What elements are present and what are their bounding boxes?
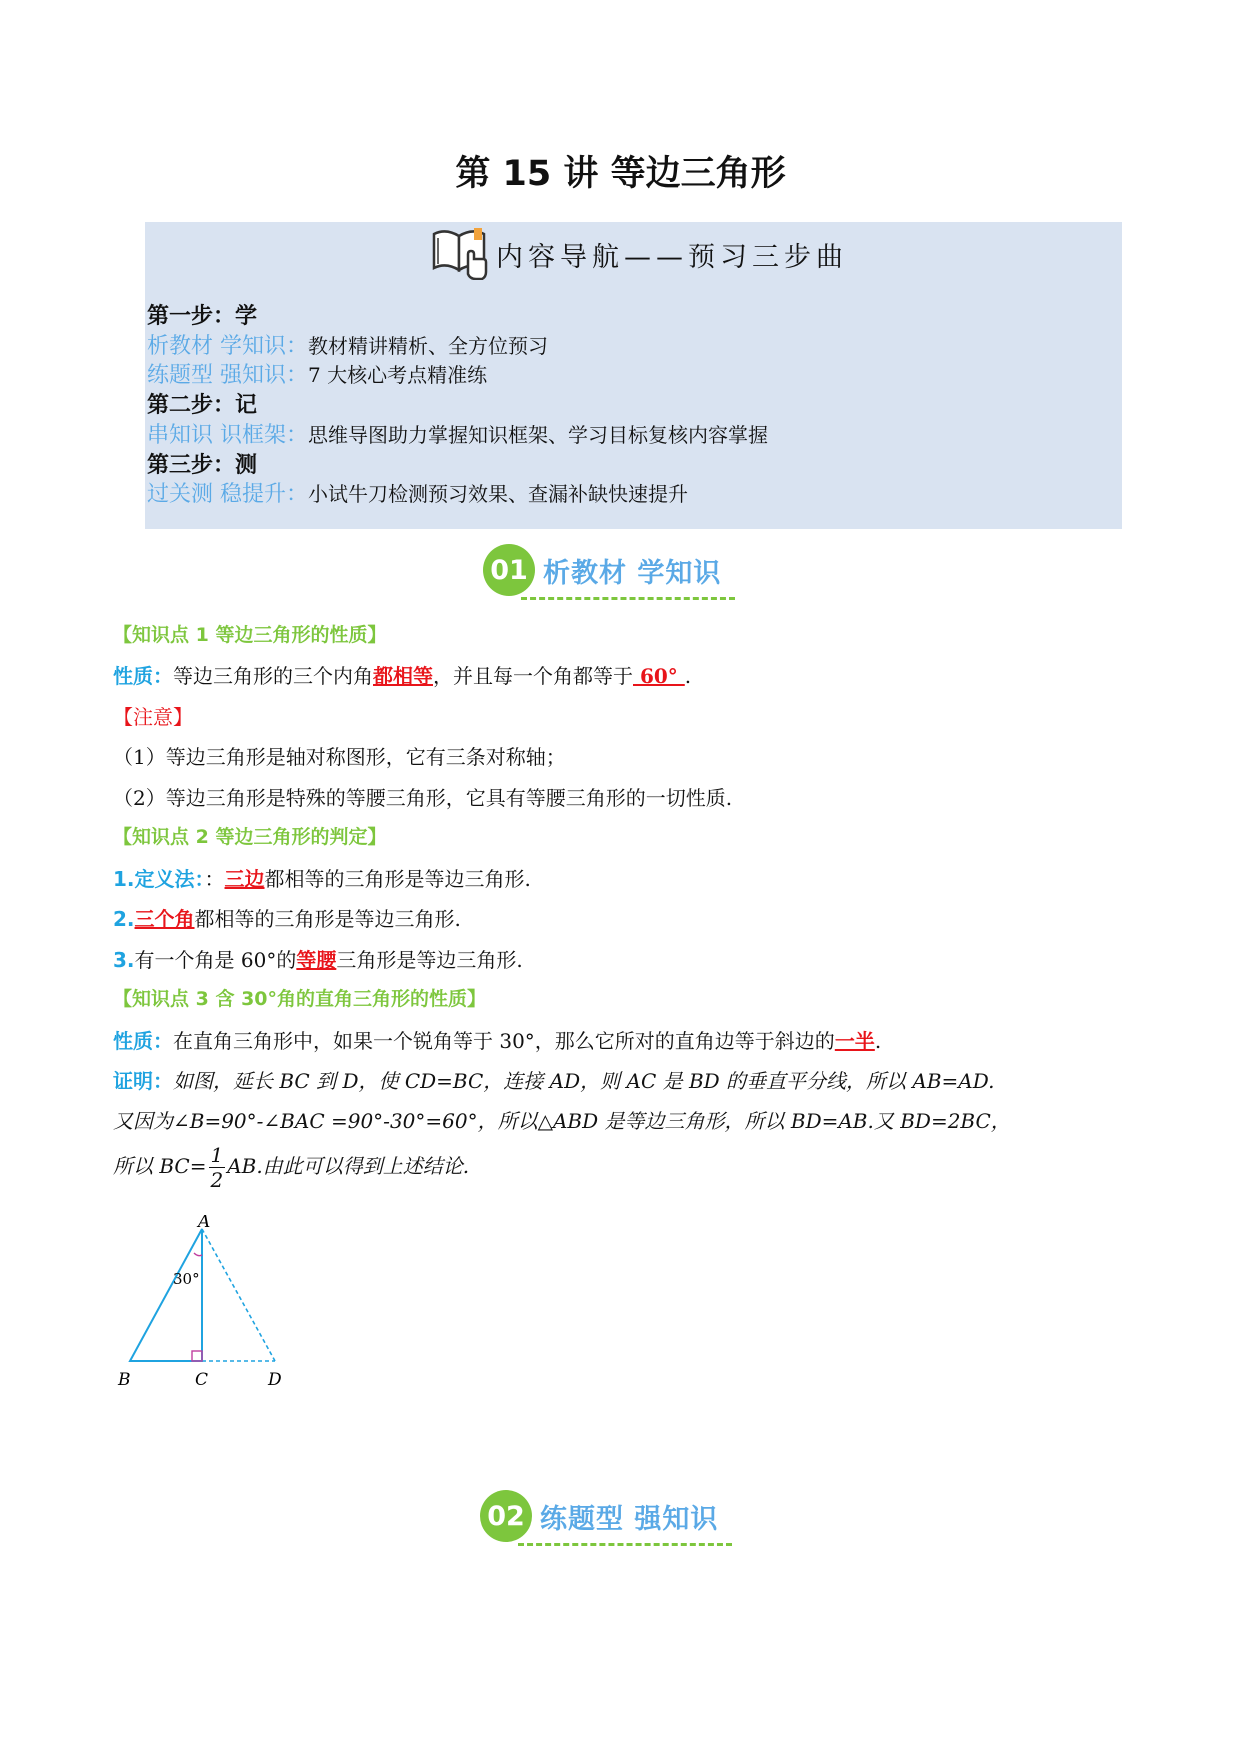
section-dashed-underline (521, 597, 735, 600)
step-3-item-1: 过关测 稳提升：小试牛刀检测预习效果、查漏补缺快速提升 (147, 482, 688, 508)
knowledge-point-1-heading: 【知识点 1 等边三角形的性质】 (113, 624, 387, 646)
fraction-one-half: $\frac{1}{2}$ (210, 1143, 224, 1192)
section-title: 练题型 强知识 (540, 1503, 719, 1535)
kp1-note-2: （2）等边三角形是特殊的等腰三角形，它具有等腰三角形的一切性质. (113, 786, 733, 810)
section-dashed-underline (518, 1543, 732, 1546)
knowledge-point-3-heading: 【知识点 3 含 30°角的直角三角形的性质】 (113, 988, 487, 1010)
step-2-heading: 第二步：记 (147, 393, 258, 419)
label-b: B (118, 1370, 131, 1390)
kp3-property: 性质：在直角三角形中，如果一个锐角等于 30°，那么它所对的直角边等于斜边的一半. (113, 1029, 882, 1053)
section-number-badge: 02 (480, 1490, 532, 1542)
triangle-figure (110, 1215, 300, 1400)
kp3-proof-line-1: 证明：如图，延长 BC 到 D，使 CD=BC，连接 AD，则 AC 是 BD 的垂直平分线，所以 AB=AD. (113, 1069, 995, 1093)
section-title: 析教材 学知识 (543, 557, 722, 589)
step-1-item-1: 析教材 学知识：教材精讲精析、全方位预习 (147, 333, 548, 359)
label-a: A (198, 1215, 211, 1232)
kp2-method-1: 1.定义法：：三边都相等的三角形是等边三角形. (113, 867, 531, 891)
step-2-item-1: 串知识 识框架：思维导图助力掌握知识框架、学习目标复核内容掌握 (147, 422, 768, 448)
label-c: C (195, 1370, 209, 1390)
kp3-proof-line-2: 又因为∠B=90°-∠BAC =90°-30°=60°，所以△ABD 是等边三角形，所以 BD=AB.又 BD=2BC， (113, 1109, 1011, 1133)
kp1-note-label: 【注意】 (113, 705, 193, 729)
dashed-line-ad (202, 1229, 275, 1361)
section-banner-01 (483, 544, 721, 596)
angle-label: 30° (173, 1270, 200, 1288)
angle-arc (194, 1253, 202, 1256)
page-title: 第 15 讲 等边三角形 (455, 154, 786, 194)
triangle-abc (130, 1229, 202, 1361)
kp2-method-3: 3.有一个角是 60°的等腰三角形是等边三角形. (113, 948, 523, 972)
step-1-item-2: 练题型 强知识：7 大核心考点精准练 (147, 363, 488, 389)
section-number-badge: 01 (483, 544, 535, 596)
kp2-method-2: 2.三个角都相等的三角形是等边三角形. (113, 907, 461, 931)
section-banner-02 (480, 1490, 718, 1542)
nav-header (430, 224, 848, 284)
kp1-note-1: （1）等边三角形是轴对称图形，它有三条对称轴； (113, 745, 566, 769)
book-hand-icon (430, 224, 492, 284)
right-angle-mark (192, 1351, 202, 1361)
steps-list (147, 302, 768, 510)
kp3-proof-line-3: 所以 BC= $\frac{1}{2}$ AB.由此可以得到上述结论. (113, 1143, 470, 1192)
nav-title: 内容导航——预习三步曲 (496, 241, 848, 273)
kp1-property: 性质：等边三角形的三个内角都相等，并且每一个角都等于 60° . (113, 664, 692, 688)
step-3-heading: 第三步：测 (147, 452, 258, 478)
knowledge-point-2-heading: 【知识点 2 等边三角形的判定】 (113, 826, 387, 848)
step-1-heading: 第一步：学 (147, 304, 258, 329)
label-d: D (268, 1370, 282, 1390)
